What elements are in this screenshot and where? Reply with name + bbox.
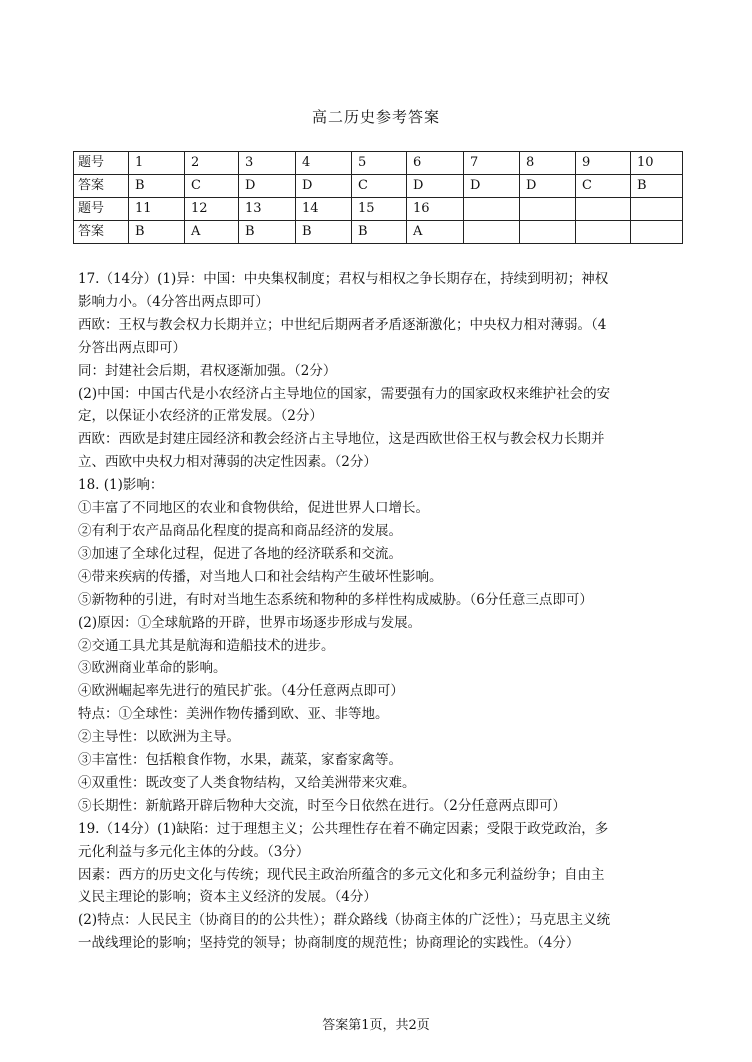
- answer-line: 特点：①全球性：美洲作物传播到欧、亚、非等地。: [78, 706, 389, 723]
- answer-line: 17.（14分）(1)异：中国：中央集权制度；君权与相权之争长期存在，持续到明初；神权: [78, 271, 609, 287]
- answer-line: ①丰富了不同地区的农业和食物供给，促进世界人口增长。: [78, 500, 429, 517]
- table-cell: 5: [352, 152, 407, 175]
- answer-line: (2)特点：人民民主（协商目的的公共性）；群众路线（协商主体的广泛性）；马克思主义统: [78, 912, 611, 929]
- answer-line: 立、西欧中央权力相对薄弱的决定性因素。（2分）: [78, 454, 377, 471]
- table-row: [74, 198, 683, 221]
- table-cell: 4: [296, 152, 352, 175]
- table-cell: 13: [239, 198, 296, 221]
- answer-line: 影响力小。（4分答出两点即可）: [78, 293, 269, 310]
- table-cell: A: [185, 221, 239, 244]
- table-cell: [464, 198, 520, 221]
- table-row-header: 题号: [74, 152, 129, 175]
- answer-line: 西欧：王权与教会权力长期并立；中世纪后期两者矛盾逐渐激化；中央权力相对薄弱。（4: [78, 316, 607, 333]
- table-cell: C: [352, 175, 407, 198]
- table-cell: [631, 221, 683, 244]
- table-cell: 10: [631, 152, 683, 175]
- table-row: [74, 175, 683, 198]
- table-row: [74, 152, 683, 175]
- page-footer: 答案第1页，共2页: [322, 1018, 430, 1033]
- answer-line: ⑤新物种的引进，有时对当地生态系统和物种的多样性构成威胁。（6分任意三点即可）: [78, 591, 593, 608]
- table-cell: B: [296, 221, 352, 244]
- answer-line: ③加速了全球化过程，促进了各地的经济联系和交流。: [78, 545, 402, 562]
- table-row: [74, 221, 683, 244]
- table-cell: C: [576, 175, 631, 198]
- answer-line: 18. (1)影响：: [78, 477, 164, 494]
- answer-line: 因素：西方的历史文化与传统；现代民主政治所蕴含的多元文化和多元利益纷争；自由主: [78, 866, 605, 883]
- table-cell: 9: [576, 152, 631, 175]
- table-cell: 2: [185, 152, 239, 175]
- table-cell: B: [352, 221, 407, 244]
- answer-line: ④双重性：既改变了人类食物结构，又给美洲带来灾难。: [78, 774, 416, 791]
- answer-line: 分答出两点即可）: [78, 339, 186, 356]
- table-cell: [464, 221, 520, 244]
- table-row-header: 题号: [74, 198, 129, 221]
- table-cell: D: [464, 175, 520, 198]
- table-cell: D: [296, 175, 352, 198]
- answer-line: 定，以保证小农经济的正常发展。（2分）: [78, 408, 323, 425]
- answer-line: ③丰富性：包括粮食作物，水果，蔬菜，家畜家禽等。: [78, 752, 402, 769]
- answer-line: ④欧洲崛起率先进行的殖民扩张。（4分任意两点即可）: [78, 683, 404, 700]
- table-cell: 12: [185, 198, 239, 221]
- table-cell: 7: [464, 152, 520, 175]
- table-cell: 1: [129, 152, 185, 175]
- table-cell: 6: [407, 152, 464, 175]
- table-cell: B: [129, 175, 185, 198]
- table-cell: B: [129, 221, 185, 244]
- table-cell: [520, 198, 576, 221]
- table-cell: A: [407, 221, 464, 244]
- answer-line: 19.（14分）(1)缺陷：过于理想主义；公共理性存在着不确定因素；受限于政党政治，多: [78, 820, 609, 837]
- answer-line: 一战线理论的影响；坚持党的领导；协商制度的规范性；协商理论的实践性。（4分）: [78, 935, 580, 952]
- answer-line: (2)原因：①全球航路的开辟，世界市场逐步形成与发展。: [78, 614, 422, 631]
- answer-line: 西欧：西欧是封建庄园经济和教会经济占主导地位，这是西欧世俗王权与教会权力长期并: [78, 431, 605, 448]
- answer-line: 义民主理论的影响；资本主义经济的发展。（4分）: [78, 889, 377, 906]
- answer-line: 元化利益与多元化主体的分歧。（3分）: [78, 843, 310, 860]
- answer-line: 同：封建社会后期，君权逐渐加强。（2分）: [78, 362, 337, 379]
- table-cell: 15: [352, 198, 407, 221]
- table-cell: [631, 198, 683, 221]
- table-cell: [520, 221, 576, 244]
- table-row-header: 答案: [74, 175, 129, 198]
- table-cell: D: [239, 175, 296, 198]
- answer-table: [73, 151, 683, 244]
- answer-body: [78, 268, 684, 955]
- table-cell: B: [239, 221, 296, 244]
- table-cell: 14: [296, 198, 352, 221]
- answer-line: ②有利于农产品商品化程度的提高和商品经济的发展。: [78, 522, 402, 539]
- answer-line: (2)中国：中国古代是小农经济占主导地位的国家，需要强有力的国家政权来维护社会的安: [78, 385, 611, 402]
- table-row-header: 答案: [74, 221, 129, 244]
- table-cell: 3: [239, 152, 296, 175]
- table-cell: [576, 221, 631, 244]
- page-title: 高二历史参考答案: [311, 108, 440, 126]
- answer-line: ⑤长期性：新航路开辟后物种大交流，时至今日依然在进行。（2分任意两点即可）: [78, 797, 566, 814]
- table-cell: C: [185, 175, 239, 198]
- answer-line: ③欧洲商业革命的影响。: [78, 660, 227, 677]
- answer-line: ②交通工具尤其是航海和造船技术的进步。: [78, 637, 335, 654]
- table-cell: B: [631, 175, 683, 198]
- table-cell: D: [407, 175, 464, 198]
- answer-line: ②主导性：以欧洲为主导。: [78, 729, 240, 746]
- table-cell: D: [520, 175, 576, 198]
- answer-line: ④带来疾病的传播，对当地人口和社会结构产生破坏性影响。: [78, 568, 443, 585]
- table-cell: 8: [520, 152, 576, 175]
- table-cell: 16: [407, 198, 464, 221]
- table-cell: 11: [129, 198, 185, 221]
- table-cell: [576, 198, 631, 221]
